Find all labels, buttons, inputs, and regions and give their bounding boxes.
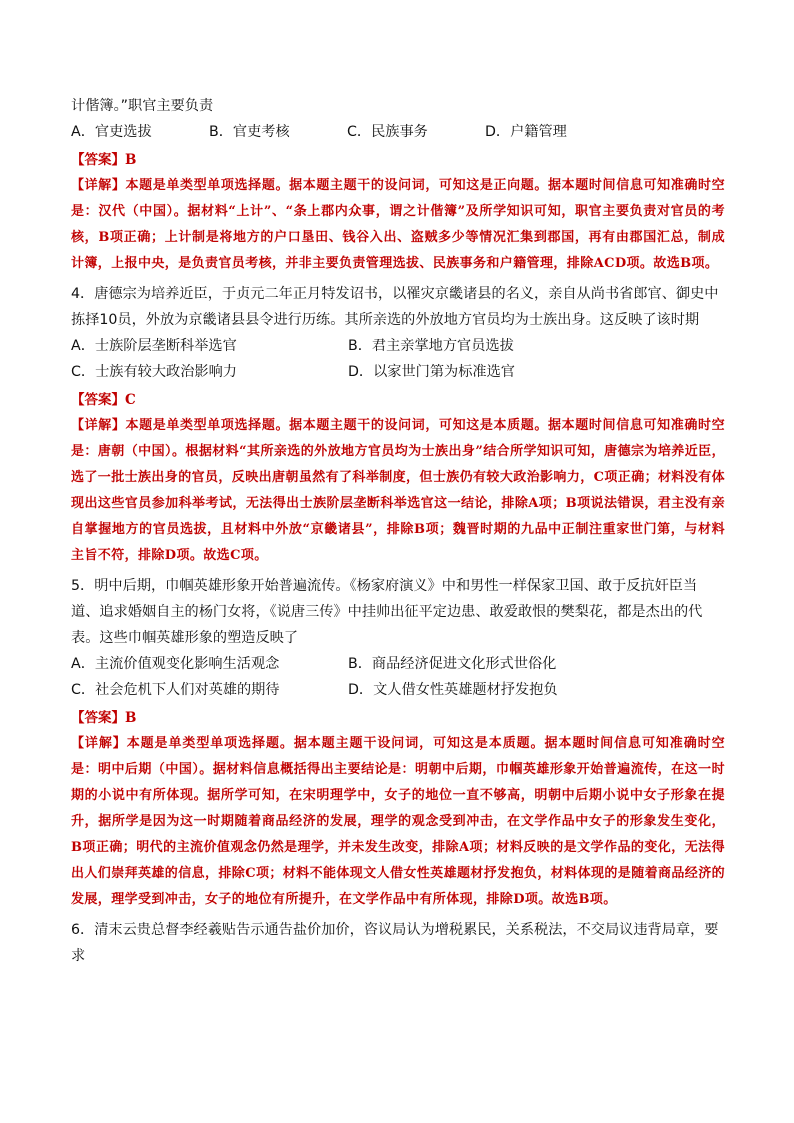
question-5-explanation: 【详解】本题是单类型单项选择题。据本题主题干设问词，可知这是本质题。据本题时间信息可知准确时空是：明中后期（中国）。据材料信息概括得出主要结论是：明朝中后期，巾帼英雄形象开始普遍流传，在这一时期的小说中有所体现。据所学可知，在宋明理学中，女子的地位一直不够高，明朝中后期小说中女子形象在提升，据所学是因为这一时期随着商品经济的发展，理学的观念受到冲击，在文学作品中女子的形象发生变化，B项正确；明代的主流价值观念仍然是理学，并未发生改变，排除A项；材料反映的是文学作品的变化，无法得出人们崇拜英雄的信息，排除C项；材料不能体现文人借女性英雄题材抒发抱负，材料体现的是随着商品经济的发展，理学受到冲击，女子的地位有所提升，在文学作品中有所体现，排除D项。故选B项。 xyxy=(71,736,725,907)
option-b: B．商品经济促进文化形式世俗化 xyxy=(348,656,557,672)
option-c: C．社会危机下人们对英雄的期待 xyxy=(71,682,280,698)
option-c: C．士族有较大政治影响力 xyxy=(71,364,237,380)
question-6 xyxy=(71,917,725,969)
question-4 xyxy=(71,281,725,569)
question-6-stem: 6．清末云贵总督李经羲贴告示通告盐价加价，咨议局认为增税累民，关系税法，不交局议违背局章，要求 xyxy=(71,922,719,964)
option-a: A．士族阶层垄断科举选官 xyxy=(71,338,237,354)
question-4-explanation: 【详解】本题是单类型单项选择题。据本题主题干的设问词，可知这是本质题。据本题时间信息可知准确时空是：唐朝（中国）。根据材料“其所亲选的外放地方官员均为士族出身”结合所学知识可知，唐德宗为培养近臣，选了一批士族出身的官员，反映出唐朝虽然有了科举制度，但士族仍有较大政治影响力，C项正确；材料没有体现出这些官员参加科举考试，无法得出士族阶层垄断科举选官这一结论，排除A项；B项说法错误，君主没有亲自掌握地方的官员选拔，且材料中外放“京畿诸县”，排除B项；魏晋时期的九品中正制注重家世门第，与材料主旨不符，排除D项。故选C项。 xyxy=(71,418,725,563)
option-d: D．文人借女性英雄题材抒发抱负 xyxy=(348,682,558,698)
option-a: A．主流价值观变化影响生活观念 xyxy=(71,656,280,672)
option-d: D．以家世门第为标准选官 xyxy=(348,364,515,380)
question-5-answer: 【答案】B xyxy=(71,710,137,726)
question-3-answer: 【答案】B xyxy=(71,152,137,168)
question-5-options xyxy=(71,651,725,703)
option-d: D．户籍管理 xyxy=(485,124,567,140)
option-a: A．官吏选拔 xyxy=(71,124,152,140)
question-4-stem: 4．唐德宗为培养近臣，于贞元二年正月特发诏书，以罹灾京畿诸县的名义，亲自从尚书省郎官、御史中拣择10员，外放为京畿诸县县令进行历练。其所亲选的外放地方官员均为士族出身。这反映了该时期 xyxy=(71,286,719,328)
question-4-options xyxy=(71,333,725,385)
content-area xyxy=(71,93,725,969)
option-b: B．君主亲掌地方官员选拔 xyxy=(348,338,514,354)
question-5 xyxy=(71,573,725,913)
question-5-stem: 5．明中后期，巾帼英雄形象开始普遍流传。《杨家府演义》中和男性一样保家卫国、敢于反抗奸臣当道、追求婚姻自主的杨门女将，《说唐三传》中挂帅出征平定边患、敢爱敢恨的樊梨花，都是杰出的代表。这些巾帼英雄形象的塑造反映了 xyxy=(71,578,703,646)
option-b: B．官吏考核 xyxy=(209,124,290,140)
question-3-explanation: 【详解】本题是单类型单项选择题。据本题主题干的设问词，可知这是正向题。据本题时间信息可知准确时空是：汉代（中国）。据材料“上计”、“条上郡内众事，谓之计偕簿”及所学知识可知，职官主要负责对官员的考核，B项正确；上计制是将地方的户口垦田、钱谷入出、盗贼多少等情况汇集到郡国，再有由郡国汇总，制成计簿，上报中央，是负责官员考核，并非主要负责管理选拔、民族事务和户籍管理，排除ACD项。故选B项。 xyxy=(71,178,725,271)
question-4-answer: 【答案】C xyxy=(71,392,136,408)
question-3-stem-tail: 计偕簿。”职官主要负责 xyxy=(71,98,214,114)
question-3 xyxy=(71,93,725,277)
option-c: C．民族事务 xyxy=(347,124,428,140)
question-3-options xyxy=(71,119,725,145)
